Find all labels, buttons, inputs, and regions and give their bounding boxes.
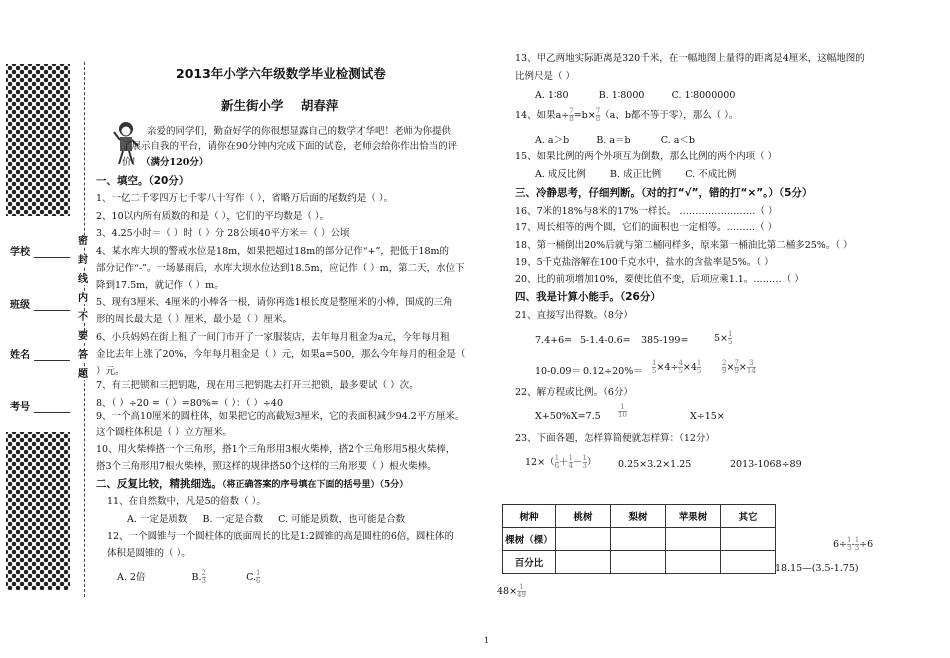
calc-item: 0.25×3.2×1.25 <box>618 459 692 470</box>
table-cell <box>611 551 666 574</box>
table-row-label: 棵树（棵） <box>503 528 556 551</box>
table-header-cell: 桃树 <box>556 505 611 528</box>
tree-table <box>502 504 776 574</box>
question-line: 降到17.5m，就记作（ ）m。 <box>96 280 224 291</box>
author-line: 新生街小学 胡春萍 <box>221 98 339 113</box>
fraction: $\frac{1}{5}$ <box>728 330 733 346</box>
question-line: 金比去年上涨了20%，今年每月租金是（ ）元，如果a=500，那么今年每月的租金是（ <box>96 349 466 360</box>
fraction: $\frac{1}{6}$ <box>554 454 560 470</box>
class-field: 班级 <box>10 296 70 311</box>
question-line: 搭3个三角形用7根火柴棒，照这样的规律搭50个这样的三角形要（ ）根火柴棒。 <box>96 461 437 472</box>
calc-item: 2013-1068÷89 <box>730 459 802 470</box>
table-row <box>503 551 776 574</box>
table-cell <box>721 551 776 574</box>
seal-char: 不 <box>78 312 88 323</box>
equation: X+50%X=7.5 <box>535 411 601 422</box>
intro-line: 价！（满分120分） <box>122 157 209 168</box>
calc-item: 18.15—(3.5-1.75) <box>775 563 859 574</box>
fraction: $\frac{3}{14}$ <box>746 359 756 375</box>
fraction: $\frac{1}{4}$ <box>568 454 574 470</box>
table-row <box>503 505 776 528</box>
table-cell <box>666 551 721 574</box>
question-line: 16、7米的18%与8米的17%一样长。 ……………………（ ） <box>515 206 778 217</box>
question-line: 体积是圆锥的（ ）。 <box>107 548 191 559</box>
question-line: 13、甲乙两地实际距离是320千米，在一幅地图上量得的距离是4厘米，这幅地图的 <box>515 53 865 64</box>
seal-char: 要 <box>78 331 88 342</box>
question-line: 22、解方程或比例。（6分） <box>515 387 633 398</box>
seal-char: 封 <box>78 255 88 266</box>
name-field: 姓名 <box>10 346 70 361</box>
fraction: $\frac{4}{5}$ <box>678 359 683 375</box>
section-heading: 二、反复比较，精挑细选。（将正确答案的序号填在下面的括号里）（5分） <box>96 478 409 490</box>
question-line: ）元。 <box>96 366 125 377</box>
question-line: 14、如果a÷ $\frac{7}{8}$ =b× $\frac{7}{8}$ （a、b都不等于零），那么（ ）。 <box>515 107 739 123</box>
options-line: A. a＞b B. a＝b C. a＜b <box>535 135 696 146</box>
calc-item: 5-1.4-0.6= <box>580 335 631 346</box>
equation-fraction <box>618 404 627 419</box>
calc-item: 0.12÷20%＝ <box>583 366 643 377</box>
question-line: 23、下面各题，怎样算简便就怎样算：（12分） <box>515 433 715 444</box>
fraction: $\frac{1}{3}$ <box>582 454 587 470</box>
fraction: $\frac{7}{9}$ <box>734 359 739 375</box>
fraction: $\frac{7}{8}$ <box>595 107 601 123</box>
question-line: 18、第一桶倒出20%后就与第二桶同样多，原来第一桶油比第二桶多25%。（ ） <box>515 240 853 251</box>
options-line: A. 成反比例 B. 成正比例 C. 不成比例 <box>535 169 737 180</box>
table-row <box>503 528 776 551</box>
school-field: 学校 <box>10 243 70 258</box>
fraction: $\frac{1}{10}$ <box>618 403 627 419</box>
fraction: $\frac{1}{3}$ <box>854 536 860 552</box>
seal-line <box>84 62 85 597</box>
question-line: 部分记作“-”。一场暴雨后，水库大坝水位达到18.5m，应记作（ ）m，第二天，水位下 <box>96 263 465 274</box>
table-header-cell: 其它 <box>721 505 776 528</box>
binding-pattern-bottom <box>6 432 70 590</box>
question-line: 1、一亿二千零四万七千零八十写作（ ），省略万后面的尾数约是（ ）。 <box>96 193 394 204</box>
table-cell <box>611 528 666 551</box>
fraction: $\frac{2}{3}$ <box>201 569 206 585</box>
question-line: 这个圆柱体积是（ ）立方厘米。 <box>96 427 233 438</box>
question-line: 比例尺是（ ） <box>515 71 576 82</box>
binding-pattern-top <box>6 64 70 216</box>
table-cell <box>556 551 611 574</box>
seal-char: 密 <box>78 236 88 247</box>
fraction: $\frac{1}{3}$ <box>847 536 852 552</box>
section-heading: 四、我是计算小能手。（26分） <box>515 291 661 303</box>
question-line: 21、直接写出得数。（8分） <box>515 310 633 321</box>
intro-line: 亲爱的同学们，勤奋好学的你很想显露自己的数学才华吧！老师为你提供 <box>147 126 452 137</box>
question-line: 5、现有3厘米、4厘米的小棒各一根，请你再选1根长度是整厘米的小棒，围成的三角 <box>96 297 453 308</box>
table-row-label: 百分比 <box>503 551 556 574</box>
exam-id-field: 考号 <box>10 398 70 413</box>
fraction: $\frac{1}{5}$ <box>696 359 702 375</box>
section-heading: 三、冷静思考，仔细判断。（对的打“√”，错的打“×”。）（5分） <box>515 187 813 199</box>
seal-char: 答 <box>78 350 88 361</box>
page-number: 1 <box>484 636 490 645</box>
table-cell <box>666 528 721 551</box>
calc-item: $\frac{2}{9}$ × $\frac{7}{9}$ × $\frac{3}{14}$ <box>722 359 756 375</box>
question-line: 8、（ ）÷20 =（ ）=80%=（ ）：（ ）÷40 <box>96 398 283 409</box>
question-line: 10、用火柴棒搭一个三角形，搭1个三角形用3根火柴棒，搭2个三角形用5根火柴棒， <box>96 444 456 455</box>
calc-item: 12×（ $\frac{1}{6}$ ＋ $\frac{1}{4}$ － $\frac{1}{3}$ ） <box>525 454 597 470</box>
options-line: A. 2倍 B. $\frac{2}{3}$ C. $\frac{1}{6}$ <box>117 569 261 585</box>
options-line: A. 一定是质数 B. 一定是合数 C. 可能是质数，也可能是合数 <box>127 514 406 525</box>
page-title: 2013年小学六年级数学毕业检测试卷 <box>176 66 386 81</box>
table-header-cell: 树种 <box>503 505 556 528</box>
question-line: 6、小兵妈妈在街上租了一间门市开了一家服装店，去年每月租金为a元，今年每月租 <box>96 332 450 343</box>
fraction: $\frac{1}{6}$ <box>256 569 261 585</box>
calc-item: 10-0.09＝ <box>535 366 581 377</box>
calc-item: 385-199= <box>641 335 689 346</box>
fraction: $\frac{1}{5}$ <box>652 359 657 375</box>
question-line: 12、一个圆锥与一个圆柱体的底面周长的比是1:2圆锥的高是圆柱的6倍，圆柱体的 <box>107 531 454 542</box>
question-line: 15、如果比例的两个外项互为倒数，那么比例的两个内项（ ） <box>515 151 778 162</box>
table-cell <box>721 528 776 551</box>
calc-item: $\frac{1}{5}$ ×4÷ $\frac{4}{5}$ ×4 $\frac{1}{5}$ <box>652 359 702 375</box>
question-line: 20、比的前项增加10%，要使比值不变，后项应乘1.1。………（ ） <box>515 274 804 285</box>
fraction: $\frac{1}{49}$ <box>517 583 526 599</box>
question-line: 2、10以内所有质数的和是（ ），它们的平均数是（ ）。 <box>96 211 330 222</box>
table-header-cell: 梨树 <box>611 505 666 528</box>
question-line: 9、一个高10厘米的圆柱体，如果把它的高截短3厘米，它的表面积减少94.2平方厘米。 <box>96 411 465 422</box>
equation: X÷15× <box>690 411 725 422</box>
question-line: 7、有三把锁和三把钥匙，现在用三把钥匙去打开三把锁，最多要试（ ）次。 <box>96 380 419 391</box>
calc-item: 6÷ $\frac{1}{3}$ - $\frac{1}{3}$ ÷6 <box>833 536 874 552</box>
section-heading: 一、填空。（20分） <box>96 175 190 187</box>
intro-line: 了展示自我的平台，请你在90分钟内完成下面的试卷，老师会给你作出恰当的评 <box>122 141 458 152</box>
calc-item: 7.4+6= <box>535 335 573 346</box>
question-line: 形的周长最大是（ ）厘米，最小是（ ）厘米。 <box>96 314 293 325</box>
options-line: A. 1∶80 B. 1∶8000 C. 1∶8000000 <box>535 90 736 101</box>
seal-char: 题 <box>78 369 88 380</box>
seal-char: 内 <box>78 293 88 304</box>
fraction: $\frac{7}{8}$ <box>569 107 574 123</box>
seal-char: 线 <box>78 274 88 285</box>
question-line: 4、某水库大坝的警戒水位是18m，如果把超过18m的部分记作“+”，把低于18m的 <box>96 246 450 257</box>
fraction: $\frac{2}{9}$ <box>722 359 727 375</box>
question-line: 3、4.25小时＝（ ）时（ ）分 28公顷40平方米＝（ ）公顷 <box>96 228 350 239</box>
question-line: 19、5千克盐溶解在100千克水中，盐水的含盐率是5%。（ ） <box>515 257 774 268</box>
table-header-cell: 苹果树 <box>666 505 721 528</box>
calc-item: 48× $\frac{1}{49}$ <box>497 583 526 599</box>
table-cell <box>556 528 611 551</box>
question-line: 11、在自然数中，凡是5的倍数（ ）。 <box>107 496 266 507</box>
question-line: 17、周长相等的两个圆，它们的面积也一定相等。………（ ） <box>515 222 778 233</box>
calc-item: 5× $\frac{1}{5}$ <box>714 330 733 346</box>
